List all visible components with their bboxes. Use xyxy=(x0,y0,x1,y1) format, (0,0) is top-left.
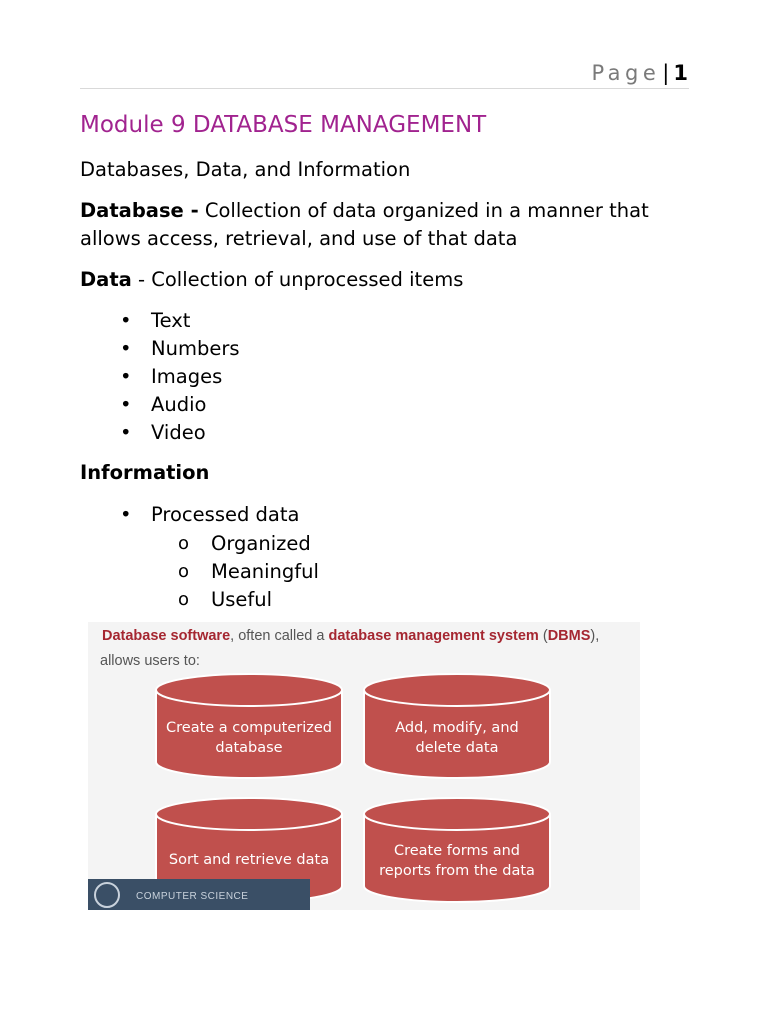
information-list xyxy=(120,501,300,529)
list-item: o Organized xyxy=(178,532,311,555)
list-item: o Useful xyxy=(178,588,273,611)
data-items-list xyxy=(120,307,240,447)
list-item: • Images xyxy=(120,365,223,388)
information-sublist xyxy=(178,530,319,614)
database-definition xyxy=(80,197,700,253)
list-item: o Meaningful xyxy=(178,560,319,583)
list-item: • Text xyxy=(120,309,191,332)
cylinder-add-modify-delete: Add, modify, and delete data xyxy=(362,672,552,782)
information-heading: Information xyxy=(80,461,210,484)
list-item: • Audio xyxy=(120,393,207,416)
cylinder-sort-retrieve: Sort and retrieve data xyxy=(154,796,344,906)
list-item: • Numbers xyxy=(120,337,240,360)
page-separator: | xyxy=(662,61,670,85)
list-item: • Processed data xyxy=(120,503,300,526)
section-subtitle: Databases, Data, and Information xyxy=(80,158,411,181)
page-number: 1 xyxy=(673,61,688,85)
page-label: Page xyxy=(591,61,661,85)
header-rule xyxy=(80,88,689,89)
data-text: - Collection of unprocessed items xyxy=(131,268,464,291)
slide-intro-line2: allows users to: xyxy=(100,653,200,669)
dbms-slide-image xyxy=(88,622,640,910)
data-definition xyxy=(80,266,700,294)
slide-intro-line: Database software, often called a database management system (DBMS), xyxy=(102,628,600,644)
data-term: Data xyxy=(80,268,132,291)
cylinder-create-database: Create a computerized database xyxy=(154,672,344,782)
slide-footer-band xyxy=(88,879,310,910)
slide-footer-text: COMPUTER SCIENCE xyxy=(136,891,249,902)
database-text: Collection of data organized in a manner that allows access, retrieval, and use of that data xyxy=(80,199,649,250)
seal-icon xyxy=(94,882,120,908)
database-term: Database - xyxy=(80,199,199,222)
list-item: • Video xyxy=(120,421,206,444)
module-title: Module 9 DATABASE MANAGEMENT xyxy=(80,112,487,138)
cylinder-forms-reports: Create forms and reports from the data xyxy=(362,796,552,906)
page-header xyxy=(591,60,688,86)
